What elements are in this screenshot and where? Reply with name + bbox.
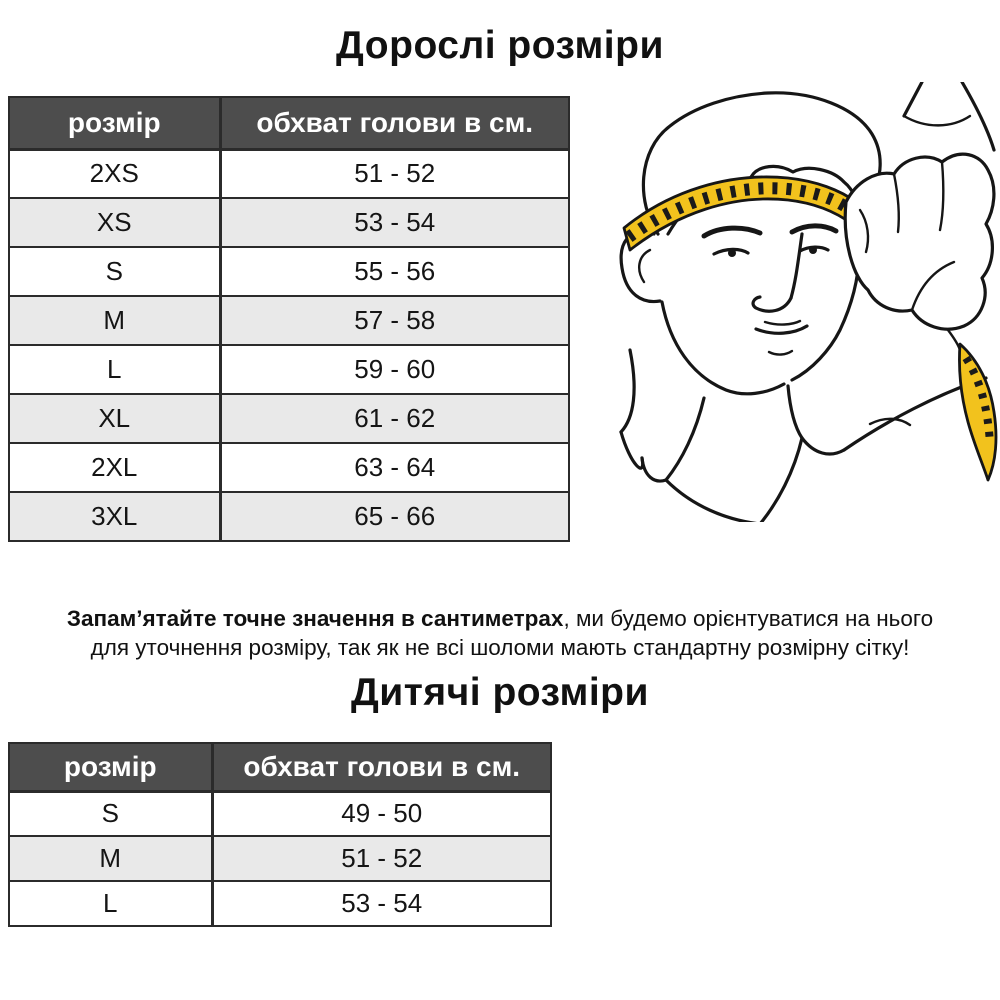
range-cell: 65 - 66 (220, 492, 569, 541)
table-header-row (9, 743, 551, 791)
note-regular-text: , ми будемо орієнтуватися на нього (563, 606, 934, 631)
range-cell: 57 - 58 (220, 296, 569, 345)
table-row (9, 345, 569, 394)
size-cell: 2XL (9, 443, 220, 492)
adult-sizes-title: Дорослі розміри (336, 24, 664, 67)
size-cell: S (9, 791, 212, 836)
table-row (9, 791, 551, 836)
size-column-header: розмір (9, 97, 220, 149)
adult-size-table (8, 96, 570, 542)
table-row (9, 247, 569, 296)
note-bold-text: Запам’ятайте точне значення в сантиметрах (66, 606, 564, 631)
table-row (9, 394, 569, 443)
table-row (9, 149, 569, 198)
range-cell: 51 - 52 (212, 836, 551, 881)
size-cell: M (9, 296, 220, 345)
circumference-column-header: обхват голови в см. (220, 97, 569, 149)
note-line-2: для уточнення розміру, так як не всі шоломи мають стандартну розмірну сітку! (90, 635, 910, 660)
size-cell: M (9, 836, 212, 881)
range-cell: 63 - 64 (220, 443, 569, 492)
table-header-row (9, 97, 569, 149)
table-row (9, 881, 551, 926)
child-sizes-title: Дитячі розміри (351, 671, 649, 714)
circumference-column-header: обхват голови в см. (212, 743, 551, 791)
table-row (9, 198, 569, 247)
table-row (9, 836, 551, 881)
size-cell: L (9, 881, 212, 926)
child-size-table (8, 742, 552, 927)
table-row (9, 296, 569, 345)
range-cell: 61 - 62 (220, 394, 569, 443)
measurement-note (0, 604, 1000, 662)
head-measurement-drawing (608, 82, 998, 522)
range-cell: 55 - 56 (220, 247, 569, 296)
table-row (9, 492, 569, 541)
size-cell: XL (9, 394, 220, 443)
range-cell: 49 - 50 (212, 791, 551, 836)
head-measurement-illustration (608, 82, 998, 522)
range-cell: 59 - 60 (220, 345, 569, 394)
size-column-header: розмір (9, 743, 212, 791)
size-cell: S (9, 247, 220, 296)
size-cell: XS (9, 198, 220, 247)
table-row (9, 443, 569, 492)
size-cell: L (9, 345, 220, 394)
note-line-1 (0, 604, 1000, 633)
size-cell: 2XS (9, 149, 220, 198)
range-cell: 51 - 52 (220, 149, 569, 198)
range-cell: 53 - 54 (220, 198, 569, 247)
size-cell: 3XL (9, 492, 220, 541)
range-cell: 53 - 54 (212, 881, 551, 926)
